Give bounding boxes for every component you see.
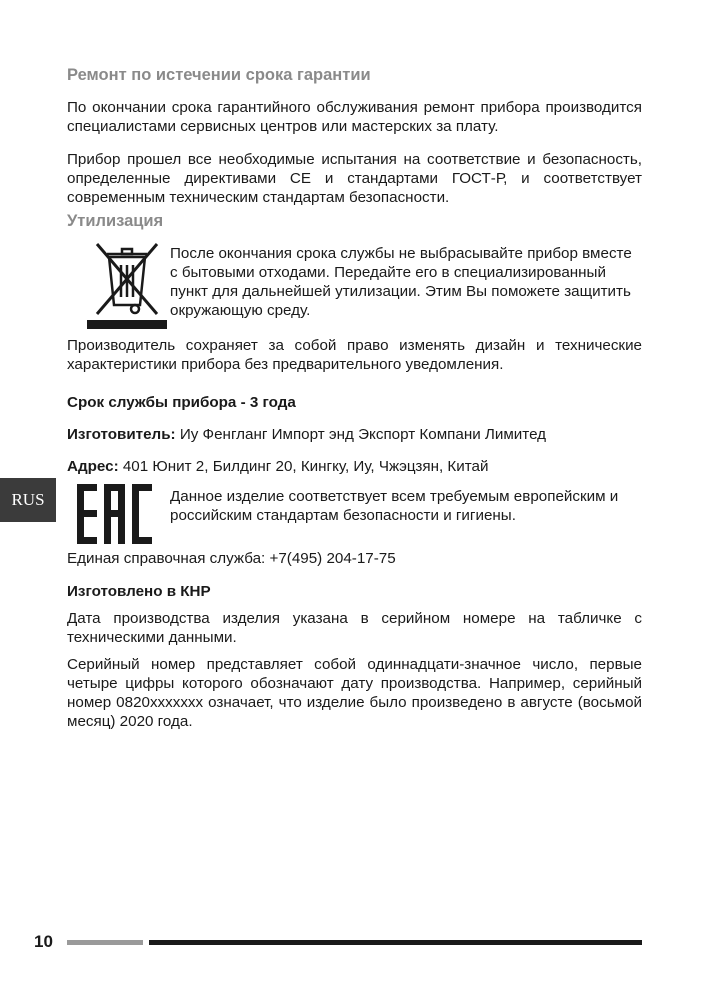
- address-label: Адрес:: [67, 458, 119, 475]
- address-line: [67, 457, 642, 476]
- disposal-block: [67, 236, 642, 332]
- eac-mark-icon: [77, 484, 153, 544]
- disposal-text: После окончания срока службы не выбрасывайте прибор вместе с бытовыми отходами. Передайте его в специализированный пункт для дальнейшей утилизации. Этим Вы поможете защитить окружающую среду.: [170, 245, 632, 319]
- page-number: 10: [34, 932, 53, 951]
- crossed-out-wheelie-bin-icon: [85, 236, 169, 330]
- eac-text-box: [170, 487, 642, 525]
- manufacturer-value: Иу Фенгланг Импорт энд Экспорт Компани Лимитед: [175, 426, 547, 443]
- eac-block: [67, 484, 642, 546]
- manufacturer-line: [67, 425, 642, 444]
- footer-black-bar: [149, 940, 642, 945]
- page-content: [67, 64, 642, 731]
- production-date-paragraph: Дата производства изделия указана в серийном номере на табличке с техническими данными.: [67, 610, 642, 646]
- address-value: 401 Юнит 2, Билдинг 20, Кингку, Иу, Чжэцзян, Китай: [118, 458, 489, 475]
- repair-heading: Ремонт по истечении срока гарантии: [67, 66, 371, 84]
- serial-number-paragraph: Серийный номер представляет собой одиннадцати-значное число, первые четыре цифры которого обозначают дату производства. Например, серийный номер 0820xxxxxxx означает, что изделие было произведено в августе (восьмой месяц) 2020 года.: [67, 656, 642, 730]
- made-in: Изготовлено в КНР: [67, 583, 211, 600]
- repair-paragraph-1: По окончании срока гарантийного обслуживания ремонт прибора производится специалистами сервисных центров или мастерских за плату.: [67, 99, 642, 135]
- helpline: Единая справочная служба: +7(495) 204-17-75: [67, 550, 396, 567]
- footer-gray-bar: [67, 940, 143, 945]
- language-tab: RUS: [0, 478, 56, 522]
- manufacturer-rights-paragraph: Производитель сохраняет за собой право изменять дизайн и технические характеристики прибора без предварительного уведомления.: [67, 337, 642, 373]
- repair-paragraph-2: Прибор прошел все необходимые испытания на соответствие и безопасность, определенные директивами CE и стандартами ГОСТ-Р, и соответствует современным техническим стандартам безопасности.: [67, 151, 642, 206]
- disposal-text-box: [170, 244, 642, 320]
- service-life: Срок службы прибора - 3 года: [67, 394, 296, 411]
- manufacturer-label: Изготовитель:: [67, 426, 176, 443]
- eac-text: Данное изделие соответствует всем требуемым европейским и российским стандартам безопасности и гигиены.: [170, 488, 619, 524]
- disposal-heading: Утилизация: [67, 212, 164, 230]
